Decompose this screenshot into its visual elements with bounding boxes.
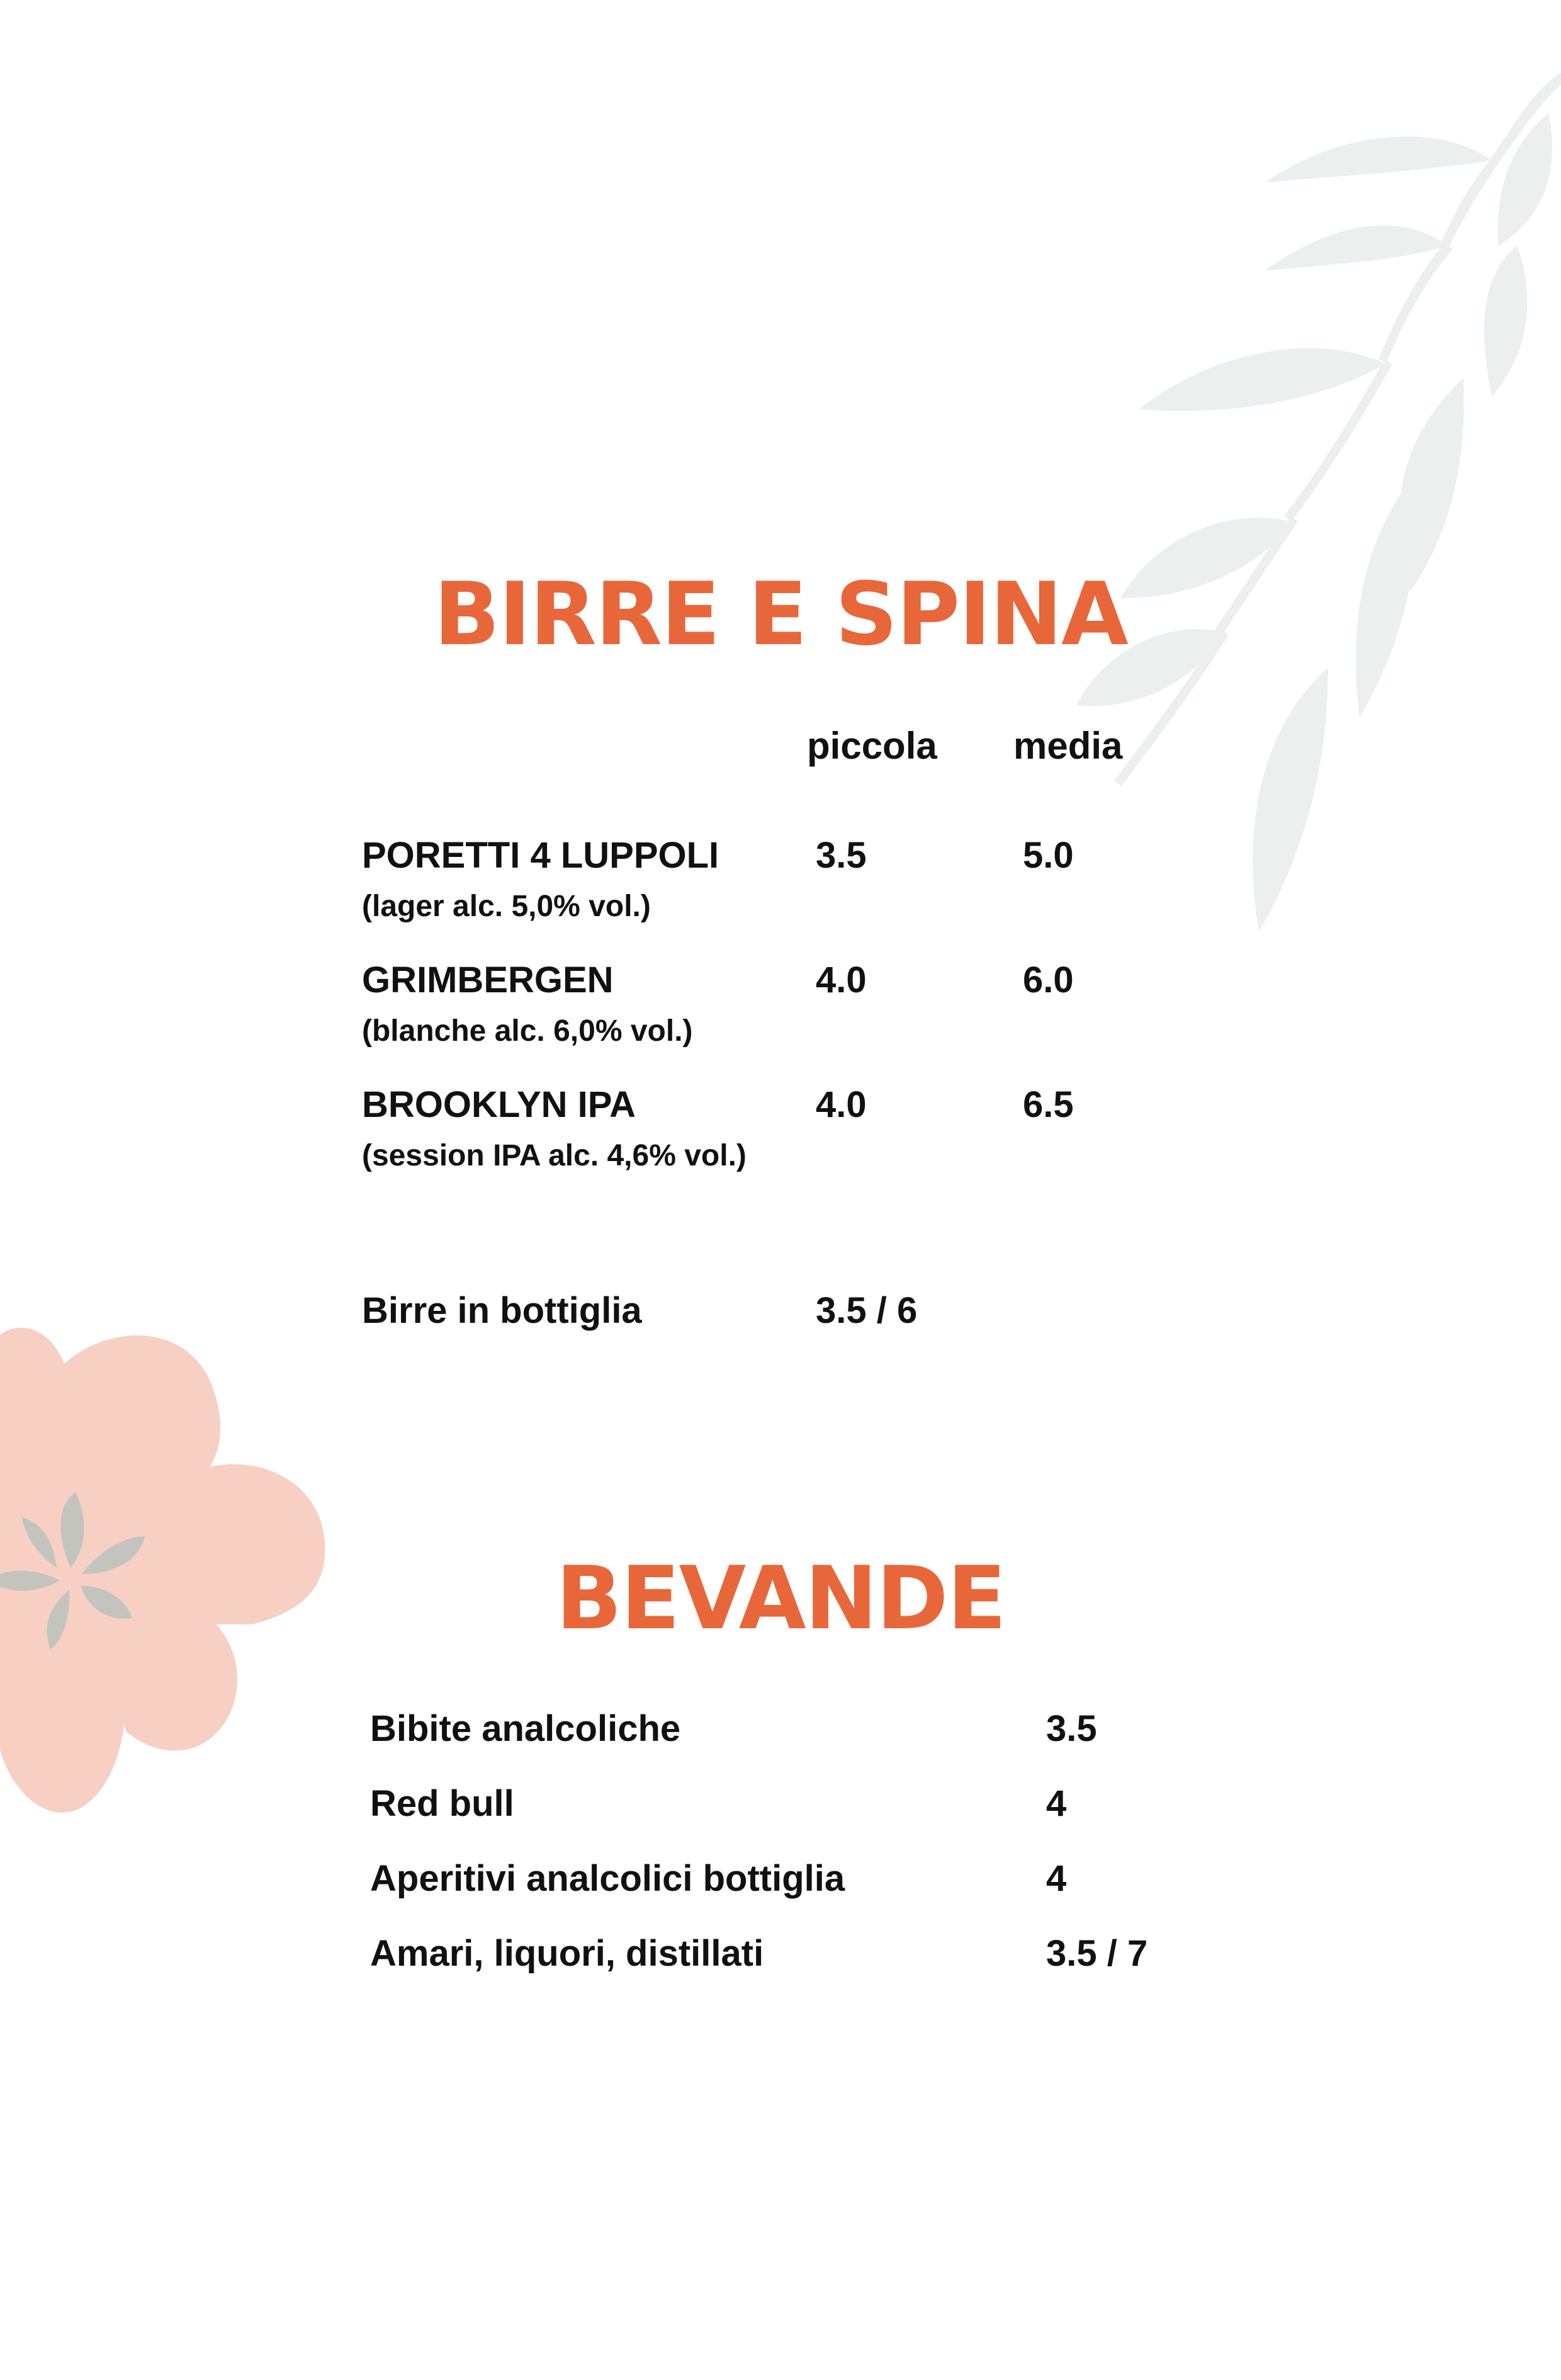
beer-description: (lager alc. 5,0% vol.) [362,890,651,923]
beer-name: BROOKLYN IPA [362,1084,636,1125]
leaf-branch-icon [913,63,1561,957]
beer-price-piccola: 4.0 [816,1084,867,1125]
beer-price-piccola: 4.0 [816,960,867,1000]
drink-price: 3.5 [1046,1708,1097,1749]
drink-price: 3.5 / 7 [1046,1933,1148,1974]
beer-price-media: 6.0 [1023,960,1074,1000]
bottle-beer-price: 3.5 / 6 [816,1290,918,1331]
beer-price-media: 6.5 [1023,1084,1074,1125]
beer-description: (session IPA alc. 4,6% vol.) [362,1139,747,1172]
beer-name: GRIMBERGEN [362,960,614,1000]
drink-name: Aperitivi analcolici bottiglia [370,1858,845,1899]
drink-price: 4 [1046,1783,1067,1824]
column-header-media: media [1013,725,1123,767]
section-title-birre: BIRRE E SPINA [434,564,1127,665]
drink-name: Amari, liquori, distillati [370,1933,764,1974]
beer-description: (blanche alc. 6,0% vol.) [362,1014,693,1048]
column-header-piccola: piccola [807,725,937,767]
drink-price: 4 [1046,1858,1067,1899]
beer-price-media: 5.0 [1023,835,1074,876]
drink-name: Bibite analcoliche [370,1708,681,1749]
bottle-beer-label: Birre in bottiglia [362,1290,642,1331]
drink-name: Red bull [370,1783,514,1824]
beer-price-piccola: 3.5 [816,835,867,876]
section-title-bevande: BEVANDE [555,1548,1005,1649]
beer-name: PORETTI 4 LUPPOLI [362,835,719,876]
